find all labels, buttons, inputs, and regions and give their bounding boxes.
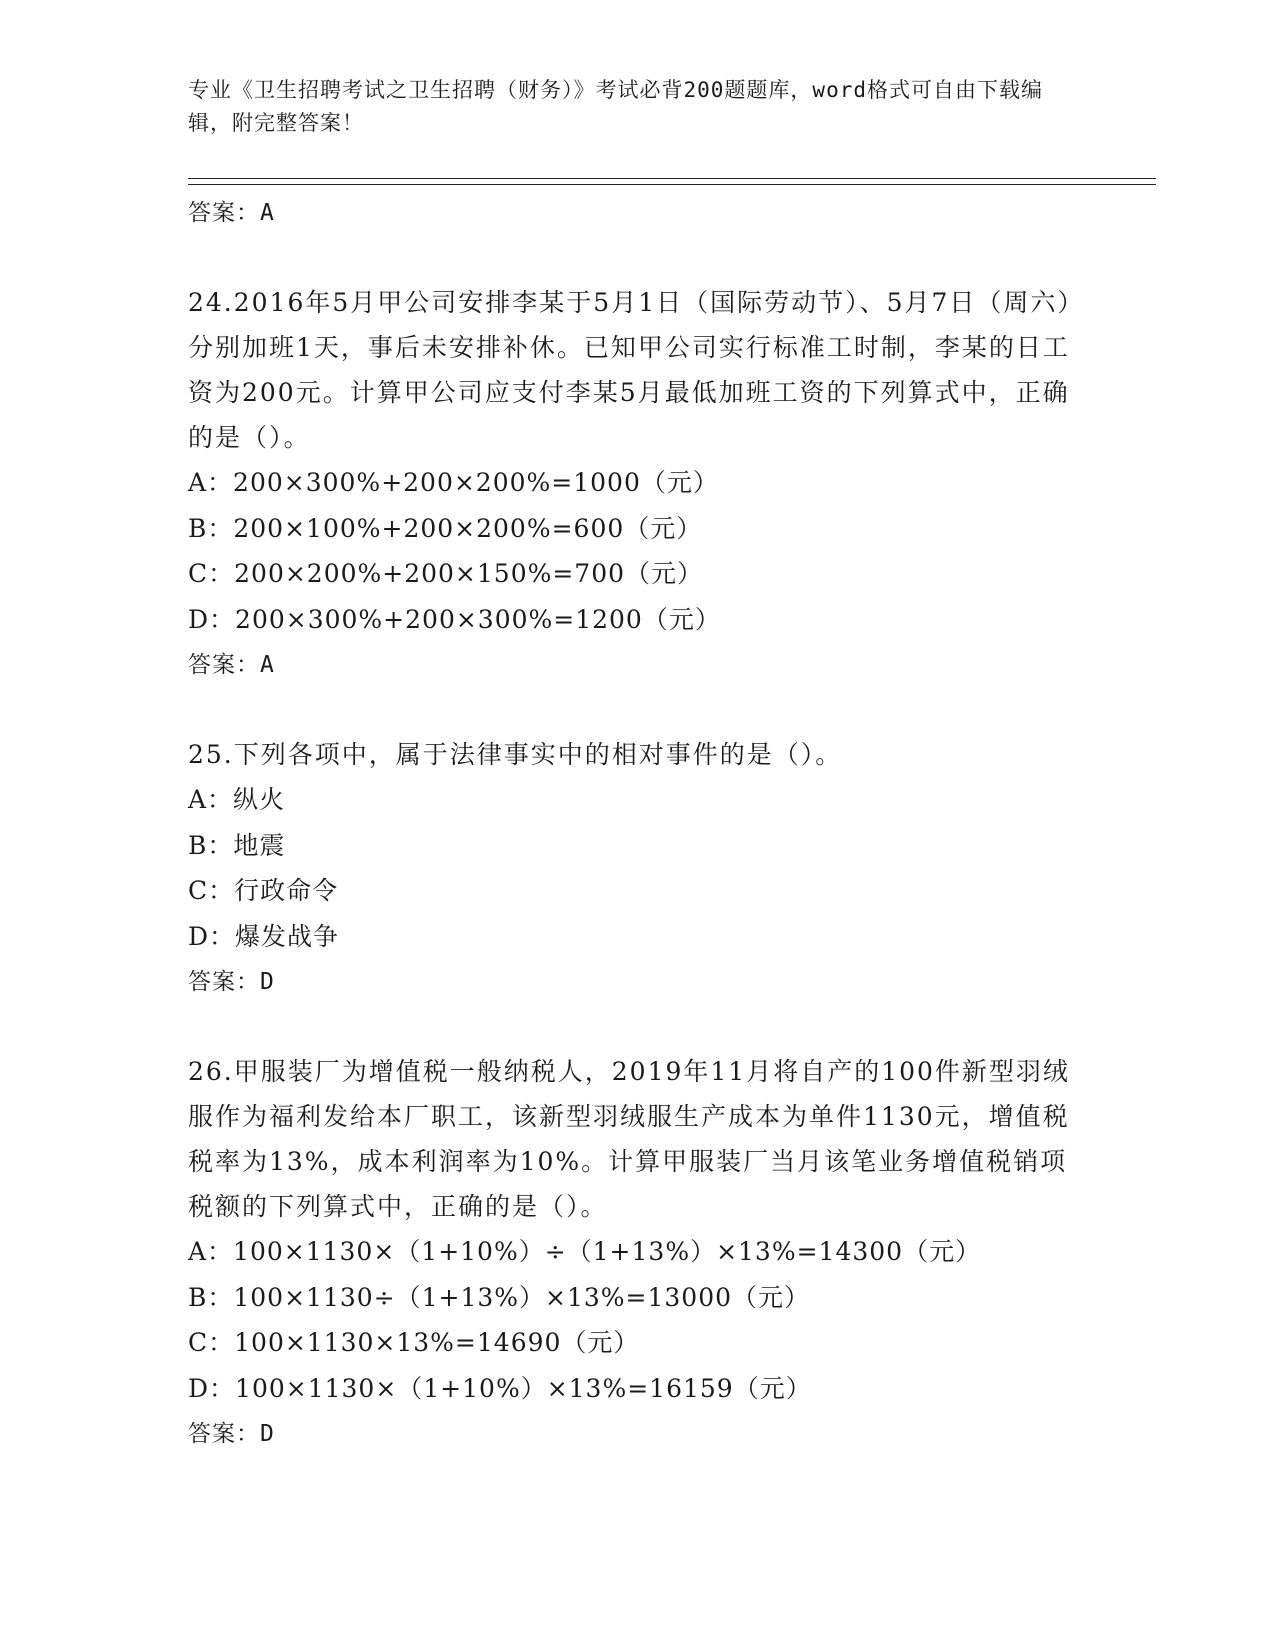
option-a: A：纵火 <box>188 785 286 814</box>
header-divider-bottom <box>188 184 1156 185</box>
question-26 <box>188 1049 1088 1457</box>
answer-line: 答案：A <box>188 652 275 678</box>
option-b: B：地震 <box>188 830 286 860</box>
option-c: C：行政命令 <box>188 876 339 905</box>
option-d: D：200×300%+200×300%=1200（元） <box>188 604 721 634</box>
header-divider-top <box>188 178 1156 179</box>
option-c: C：200×200%+200×150%=700（元） <box>188 559 704 588</box>
option-a: A：100×1130×（1+10%）÷（1+13%）×13%=14300（元） <box>188 1237 982 1266</box>
option-b: B：200×100%+200×200%=600（元） <box>188 513 703 543</box>
question-24 <box>188 280 1088 688</box>
question-stem: 25.下列各项中，属于法律事实中的相对事件的是（）。 <box>188 740 843 769</box>
answer-line: 答案：D <box>188 1421 275 1447</box>
answer-line: 答案：A <box>188 200 275 226</box>
question-list <box>188 190 1088 1457</box>
answer-line: 答案：D <box>188 969 275 995</box>
question-25 <box>188 732 1088 1005</box>
question-stem: 26.甲服装厂为增值税一般纳税人，2019年11月将自产的100件新型羽绒服作为福利发给本厂职工，该新型羽绒服生产成本为单件1130元，增值税税率为13%，成本利润率为10%。计算甲服装厂当月该笔业务增值税销项税额的下列算式中，正确的是（）。 <box>188 1057 1070 1221</box>
option-d: D：爆发战争 <box>188 921 340 951</box>
option-a: A：200×300%+200×200%=1000（元） <box>188 468 719 497</box>
question-stem: 24.2016年5月甲公司安排李某于5月1日（国际劳动节）、5月7日（周六）分别加班1天，事后未安排补休。已知甲公司实行标准工时制，李某的日工资为200元。计算甲公司应支付李某5月最低加班工资的下列算式中，正确的是（）。 <box>188 288 1085 452</box>
option-c: C：100×1130×13%=14690（元） <box>188 1328 640 1357</box>
option-b: B：100×1130÷（1+13%）×13%=13000（元） <box>188 1282 811 1312</box>
option-d: D：100×1130×（1+10%）×13%=16159（元） <box>188 1373 812 1403</box>
page-header-title: 专业《卫生招聘考试之卫生招聘（财务）》考试必背200题题库，word格式可自由下载编辑，附完整答案！ <box>188 78 1043 135</box>
